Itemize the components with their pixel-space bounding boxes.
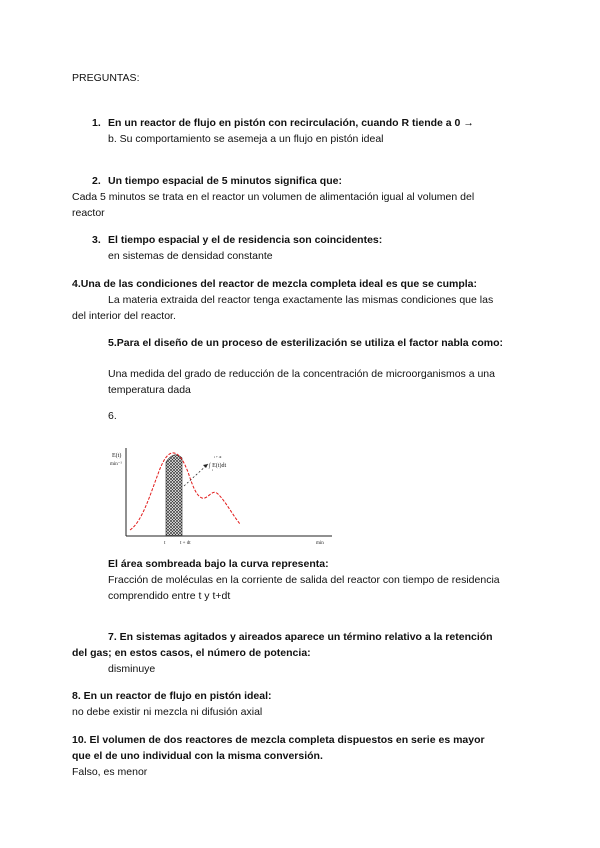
integral-arrow — [184, 464, 208, 486]
page-header: PREGUNTAS: — [72, 72, 140, 84]
q7-question-line1: 7. En sistemas agitados y aireados aparece un término relativo a la retención — [108, 631, 493, 643]
shaded-area — [166, 455, 182, 536]
q6-number: 6. — [108, 410, 117, 422]
q2-number: 2. — [92, 175, 101, 187]
integral-upper-limit: t + dt — [214, 455, 222, 459]
q6-answer-line2: comprendido entre t y t+dt — [108, 590, 231, 602]
q3-answer: en sistemas de densidad constante — [108, 250, 273, 262]
tick-t: t — [164, 541, 166, 546]
q2-answer-line1: Cada 5 minutos se trata en el reactor un volumen de alimentación igual al volumen del — [72, 191, 475, 203]
y-axis-label-2: min⁻¹ — [110, 462, 122, 467]
q6-answer-line1: Fracción de moléculas en la corriente de salida del reactor con tiempo de residencia — [108, 574, 500, 586]
q2-question: Un tiempo espacial de 5 minutos significa que: — [108, 175, 342, 187]
q1-question: En un reactor de flujo en pistón con recirculación, cuando R tiende a 0 → — [108, 117, 474, 129]
tick-t-plus-dt: t + dt — [180, 541, 191, 546]
q7-answer: disminuye — [108, 663, 156, 675]
q5-answer-line1: Una medida del grado de reducción de la concentración de microorganismos a una — [108, 368, 495, 380]
x-axis-unit: min — [316, 541, 324, 546]
q10-question-line2: que el de uno individual con la misma conversión. — [72, 750, 323, 762]
q10-answer: Falso, es menor — [72, 766, 148, 778]
q5-question: 5.Para el diseño de un proceso de esterilización se utiliza el factor nabla como: — [108, 337, 504, 349]
q3-question: El tiempo espacial y el de residencia son coincidentes: — [108, 234, 383, 246]
integral-arrowhead — [203, 464, 208, 468]
q10-question-line1: 10. El volumen de dos reactores de mezcla completa dispuestos en serie es mayor — [72, 734, 485, 746]
y-axis-label-1: E(t) — [112, 453, 122, 459]
q3-number: 3. — [92, 234, 101, 246]
q6-question: El área sombreada bajo la curva representa: — [108, 558, 329, 570]
q4-answer-line1: La materia extraida del reactor tenga exactamente las mismas condiciones que las — [108, 294, 494, 306]
integral-label: ∫ E(t)dt — [209, 463, 227, 469]
q4-question: 4.Una de las condiciones del reactor de mezcla completa ideal es que se cumpla: — [72, 278, 477, 290]
q4-answer-line2: del interior del reactor. — [72, 310, 176, 322]
integral-lower-limit: t — [212, 468, 213, 472]
q8-question: 8. En un reactor de flujo en pistón ideal: — [72, 690, 272, 702]
q1-answer: b. Su comportamiento se asemeja a un flujo en pistón ideal — [108, 133, 384, 145]
q5-answer-line2: temperatura dada — [108, 384, 191, 396]
rtd-figure — [108, 440, 338, 552]
q1-number: 1. — [92, 117, 101, 129]
q7-question-line2: del gas; en estos casos, el número de potencia: — [72, 647, 311, 659]
q2-answer-line2: reactor — [72, 207, 105, 219]
q8-answer: no debe existir ni mezcla ni difusión axial — [72, 706, 263, 718]
